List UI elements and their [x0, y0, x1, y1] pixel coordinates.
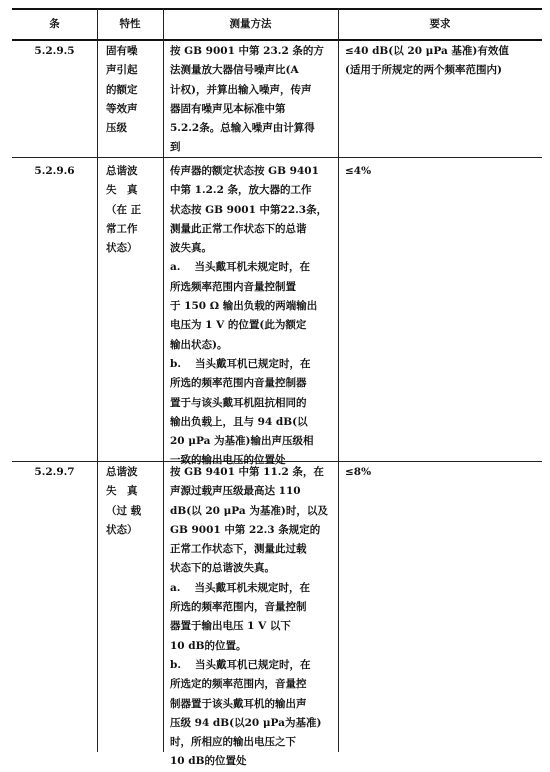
table-row-method — [170, 463, 336, 772]
text-line: 失 真 — [106, 184, 138, 197]
text-line: 总谐波 — [106, 165, 138, 177]
text-line: 于 150 Ω 输出负载的两端输出 — [170, 300, 318, 313]
text-line: 压级 — [106, 122, 127, 135]
text-line: 当头戴耳机已规定时，在 — [195, 357, 311, 370]
text-line: 计权)，并算出输入噪声，传声 — [170, 83, 312, 96]
table-row-method — [170, 162, 336, 471]
item-tag: b. — [170, 357, 181, 370]
column-divider — [97, 8, 98, 752]
header-requirement: 要求 — [429, 18, 451, 30]
text-line: 总谐波 — [106, 466, 138, 478]
text-line: 输出负载上，且与 94 dB(以 — [170, 415, 308, 428]
text-line: 当头戴耳机未规定时，在 — [194, 261, 310, 274]
text-line: 电压为 1 V 的位置(此为额定 — [170, 319, 307, 332]
table-row-clause: 5.2.9.5 — [34, 45, 75, 57]
text-line: ≤4% — [345, 165, 372, 177]
text-line: 所选频率范围内音量控制置 — [170, 280, 296, 293]
text-line: GB 9001 中第 22.3 条规定的 — [170, 523, 321, 536]
header-bottom-border — [12, 39, 542, 41]
text-line: 时，所相应的输出电压之下 — [170, 736, 296, 749]
item-tag: b. — [170, 658, 181, 671]
text-line: 置于与该头戴耳机阻抗相同的 — [170, 396, 307, 409]
text-line: 中第 1.2.2 条，放大器的工作 — [170, 184, 312, 197]
text-line: （过 载 — [106, 504, 142, 517]
list-item — [170, 656, 336, 772]
text-line: ≤8% — [345, 466, 372, 478]
text-line: ≤40 dB(以 20 μPa 基准)有效值 — [345, 45, 509, 57]
list-item — [170, 355, 336, 471]
column-divider — [163, 8, 164, 752]
item-tag: a. — [170, 581, 181, 594]
text-line: 到 — [170, 141, 181, 154]
text-line: 的额定 — [106, 83, 138, 96]
text-line: 器固有噪声见本标准中第 — [170, 102, 286, 115]
text-line: 输出状态)。 — [170, 338, 228, 351]
table-row-requirement — [345, 162, 541, 181]
header-characteristic: 特性 — [119, 18, 141, 30]
text-line: 状态按 GB 9001 中第22.3条， — [170, 203, 328, 216]
text-line: 法测量放大器信号噪声比(A — [170, 64, 299, 77]
text-line: （在 正 — [106, 203, 142, 216]
text-line: (适用于所规定的两个频率范围内) — [345, 64, 502, 77]
table-row-clause: 5.2.9.7 — [34, 466, 75, 478]
list-item — [170, 579, 336, 656]
text-line: 常工作 — [106, 222, 138, 235]
text-line: 等效声 — [106, 102, 138, 115]
text-line: 10 dB的位置。 — [170, 639, 247, 652]
text-line: 一致的输出电压的位置处 — [170, 454, 286, 467]
text-line: 所选的频率范围内，音量控制 — [170, 601, 307, 614]
text-line: 压级 94 dB(以20 μPa为基准) — [170, 716, 322, 729]
text-line: 器置于输出电压 1 V 以下 — [170, 620, 291, 633]
text-line: 状态下的总谐波失真。 — [170, 562, 275, 575]
text-line: 失 真 — [106, 485, 138, 498]
table-row-characteristic — [106, 162, 160, 258]
text-line: 正常工作状态下，测量此过载 — [170, 543, 307, 556]
text-line: 声源过载声压级最高达 110 — [170, 485, 301, 498]
text-line: 20 μPa 为基准)输出声压级相 — [170, 435, 314, 448]
text-line: 制器置于该头戴耳机的输出声 — [170, 697, 307, 710]
text-line: 测量此正常工作状态下的总谐 — [170, 222, 307, 235]
header-method: 测量方法 — [229, 18, 272, 30]
table-row-clause: 5.2.9.6 — [34, 165, 75, 177]
table-row-requirement — [345, 463, 541, 482]
column-divider — [338, 8, 339, 752]
text-line: 所选的频率范围内音量控制器 — [170, 377, 307, 390]
text-line: 状态） — [106, 523, 138, 536]
text-line: 10 dB的位置处 — [170, 755, 247, 768]
table-row-characteristic — [106, 42, 160, 138]
text-line: 按 GB 9401 中第 11.2 条，在 — [170, 466, 324, 478]
list-item — [170, 258, 336, 354]
item-tag: a. — [170, 261, 181, 274]
text-line: 5.2.2条。总输入噪声由计算得 — [170, 122, 315, 135]
text-line: 波失真。 — [170, 242, 212, 255]
text-line: 按 GB 9001 中第 23.2 条的方 — [170, 45, 324, 57]
text-line: 当头戴耳机已规定时，在 — [195, 658, 311, 671]
text-line: 当头戴耳机未规定时，在 — [194, 581, 310, 594]
header-clause: 条 — [49, 18, 60, 30]
table-row-method — [170, 42, 336, 158]
text-line: dB(以 20 μPa 为基准)时，以及 — [170, 504, 328, 517]
text-line: 传声器的额定状态按 GB 9401 — [170, 165, 319, 177]
table-row-requirement — [345, 42, 541, 81]
table-row-characteristic — [106, 463, 160, 540]
text-line: 所选定的频率范围内，音量控 — [170, 678, 307, 691]
text-line: 固有噪 — [106, 45, 138, 57]
text-line: 状态） — [106, 242, 138, 255]
text-line: 声引起 — [106, 64, 138, 77]
